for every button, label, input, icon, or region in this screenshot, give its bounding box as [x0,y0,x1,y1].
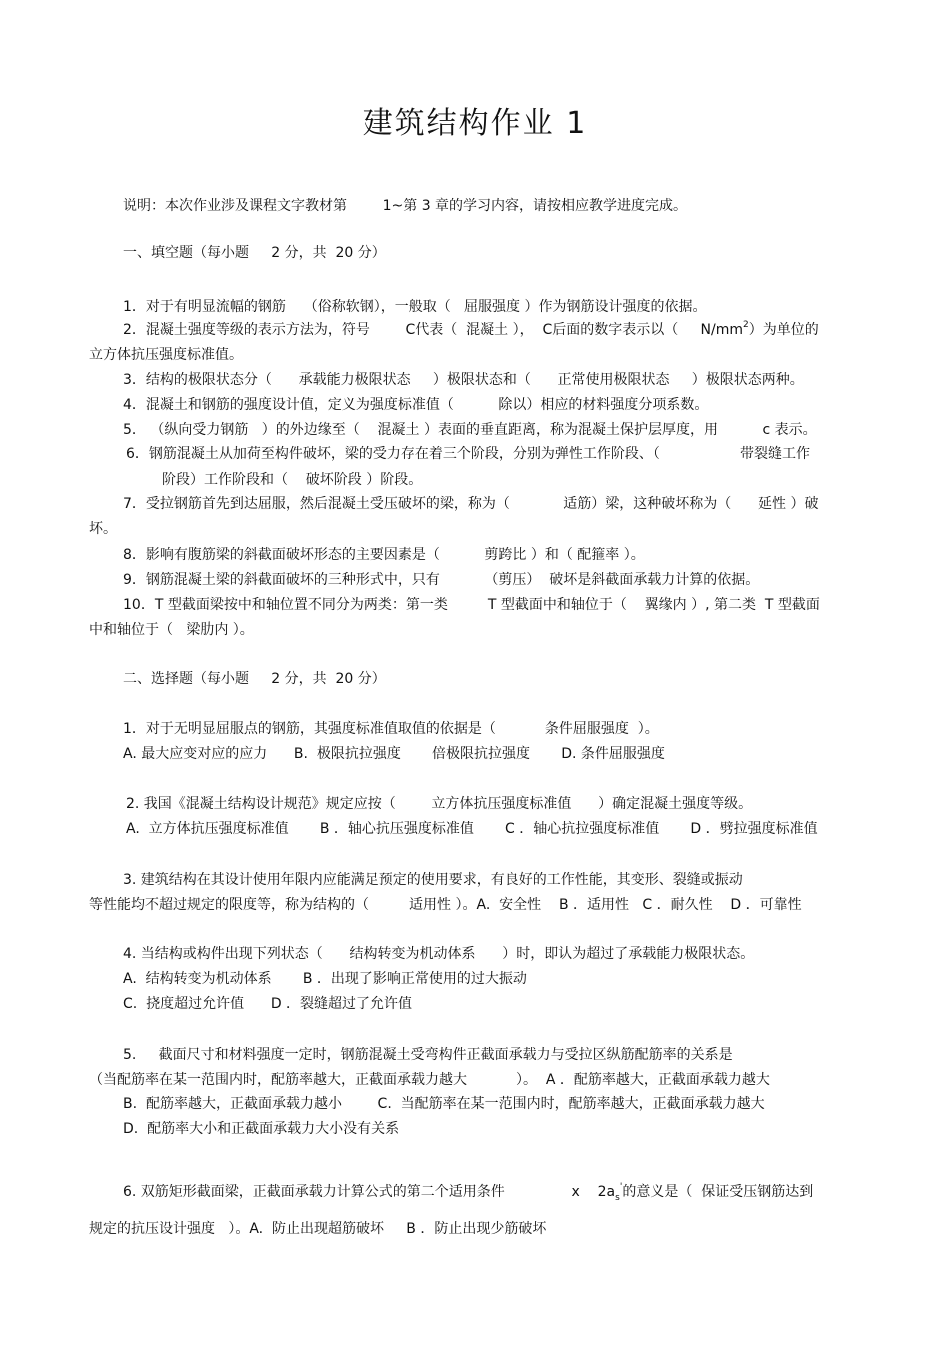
choice-question-6: 6. 双筋矩形截面梁，正截面承载力计算公式的第二个适用条件 x $2a_s'$的意义是（ 保证受压钢筋达到 [123,1182,814,1203]
fill-question-10-cont: 中和轴位于（ 梁肋内 ）。 [89,622,254,638]
choice-question-2: 2. 我国《混凝土结构设计规范》规定应按（ 立方体抗压强度标准值 ）确定混凝土强度等级。 [126,796,753,812]
fill-question-6-cont: 阶段）工作阶段和（ 破坏阶段 ）阶段。 [162,472,423,488]
instruction-note: 说明：本次作业涉及课程文字教材第 1~第 3 章的学习内容，请按相应教学进度完成。 [123,198,688,214]
superscript-2: 2 [743,320,749,330]
section-heading-choice: 二、选择题（每小题 2 分，共 20 分） [123,671,386,687]
fill-question-5: 5． （纵向受力钢筋 ）的外边缘至（ 混凝土 ）表面的垂直距离，称为混凝土保护层厚度，用 c 表示。 [123,422,817,438]
fill-question-8: 8．影响有腹筋梁的斜截面破坏形态的主要因素是（ 剪跨比 ）和（ 配箍率 ）。 [123,547,645,563]
fill-question-7: 7．受拉钢筋首先到达屈服，然后混凝土受压破坏的梁，称为（ 适筋）梁，这种破坏称为（ 延性 ）破 [123,496,819,512]
subscript-s: s [615,1193,620,1203]
fill-question-10: 10．T 型截面梁按中和轴位置不同分为两类：第一类 T 型截面中和轴位于（ 翼缘内 ）, 第二类 T 型截面 [123,597,820,613]
prime-mark: ' [619,1182,623,1192]
choice-question-4-options-ab: A. 结构转变为机动体系 B ．出现了影响正常使用的过大振动 [123,971,527,987]
choice-question-2-options: A. 立方体抗压强度标准值 B ．轴心抗压强度标准值 C ．轴心抗拉强度标准值 D ．劈拉强度标准值 [126,821,818,837]
fill-question-1: 1．对于有明显流幅的钢筋 （俗称软钢），一般取（ 屈服强度 ）作为钢筋设计强度的依据。 [123,299,707,315]
choice-question-1: 1．对于无明显屈服点的钢筋，其强度标准值取值的依据是（ 条件屈服强度 ）。 [123,721,659,737]
choice-question-4: 4. 当结构或构件出现下列状态（ 结构转变为机动体系 ）时，即认为超过了承载能力极限状态。 [123,946,755,962]
fill-question-4: 4．混凝土和钢筋的强度设计值，定义为强度标准值（ 除以）相应的材料强度分项系数。 [123,397,709,413]
choice-question-5-cont: （当配筋率在某一范围内时，配筋率越大，正截面承载力越大 ）。 A ．配筋率越大，正截面承载力越大 [89,1072,770,1088]
choice-question-5-option-d: D. 配筋率大小和正截面承载力大小没有关系 [123,1121,400,1137]
choice-question-5-options-bc: B. 配筋率越大，正截面承载力越小 C. 当配筋率在某一范围内时，配筋率越大，正截面承载力越大 [123,1096,765,1112]
section-heading-fill: 一、填空题（每小题 2 分，共 20 分） [123,245,386,261]
choice-question-4-options-cd: C. 挠度超过允许值 D ．裂缝超过了允许值 [123,996,413,1012]
fill-question-2: 2．混凝土强度等级的表示方法为，符号 C代表（ 混凝土 ）， C后面的数字表示以（ $N/mm^2$）为单位的 [123,320,819,338]
choice-question-6-cont: 规定的抗压设计强度 ）。A. 防止出现超筋破坏 B ．防止出现少筋破坏 [89,1221,547,1237]
choice-question-1-options: A. 最大应变对应的应力 B. 极限抗拉强度 倍极限抗拉强度 D. 条件屈服强度 [123,746,665,762]
fill-question-3: 3．结构的极限状态分（ 承载能力极限状态 ）极限状态和（ 正常使用极限状态 ）极限状态两种。 [123,372,804,388]
page-title: 建筑结构作业 1 [362,106,588,141]
choice-question-5: 5. 截面尺寸和材料强度一定时，钢筋混凝土受弯构件正截面承载力与受拉区纵筋配筋率的关系是 [123,1047,733,1063]
fill-question-7-cont: 坏。 [89,521,117,537]
fill-question-9: 9．钢筋混凝土梁的斜截面破坏的三种形式中，只有 （剪压） 破坏是斜截面承载力计算的依据。 [123,572,760,588]
choice-question-3-cont: 等性能均不超过规定的限度等，称为结构的（ 适用性 ）。A. 安全性 B ．适用性 C ．耐久性 D ．可靠性 [89,897,802,913]
choice-question-3: 3. 建筑结构在其设计使用年限内应能满足预定的使用要求，有良好的工作性能，其变形、裂缝或振动 [123,872,743,888]
fill-question-2-cont: 立方体抗压强度标准值。 [89,347,243,363]
fill-question-6: 6．钢筋混凝土从加荷至构件破坏，梁的受力存在着三个阶段，分别为弹性工作阶段、（ 带裂缝工作 [126,446,811,462]
